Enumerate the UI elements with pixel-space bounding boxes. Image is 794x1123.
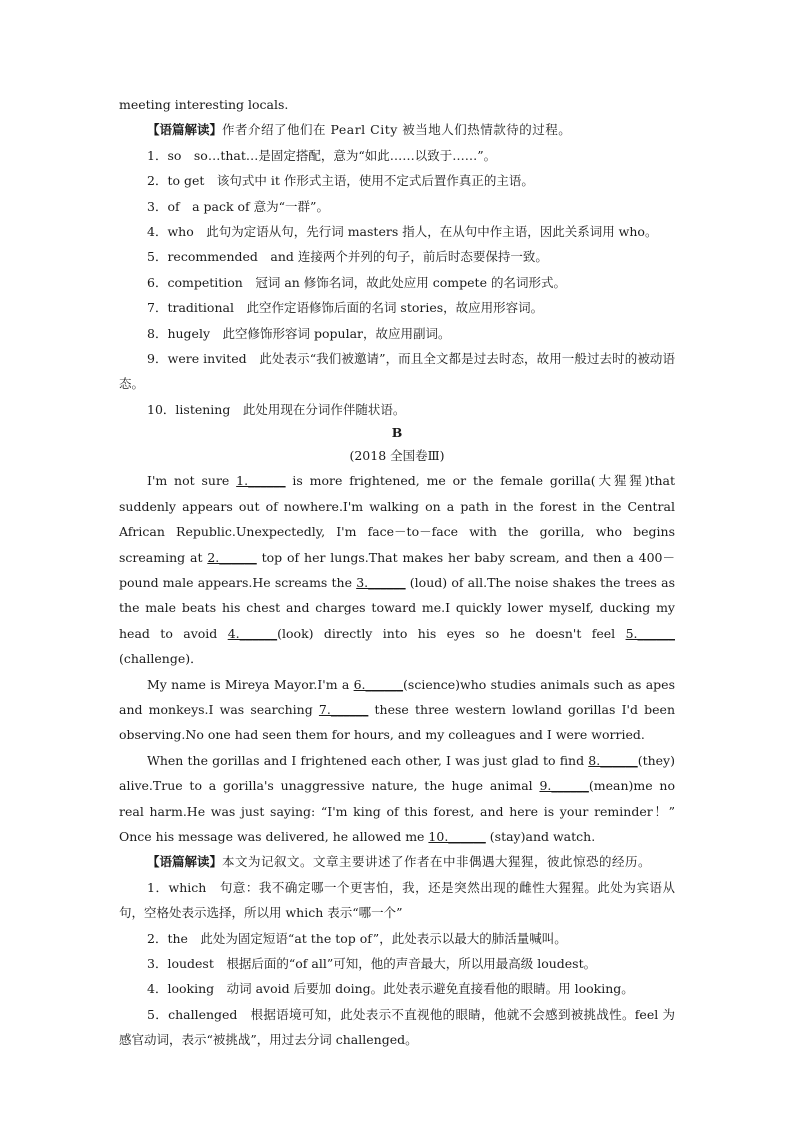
passage-paragraph-1: I'm not sure 1.______ is more frightened, me or the female gorilla(大猩猩)that suddenly appears out of nowhere.I'm walking on a path in the forest in the Central African Republic.Unexpectedly, I'm face－to－face with the gorilla, who begins screaming at 2.______ top of her lungs.That makes her baby scream, and then a 400－pound male appears.He screams the 3.______ (loud) of all.The noise shakes the trees as the male beats his chest and charges toward me.I quickly lower myself, ducking my head to avoid 4.______(look) directly into his eyes so he doesn't feel 5.______ (challenge)．	[119, 473, 675, 667]
blank-4[interactable]: 4.______	[227, 625, 278, 641]
document-page	[119, 92, 675, 1053]
answer-item: 3．loudest 根据后面的“of all”可知，他的声音最大，所以用最高级 loudest。	[147, 956, 597, 971]
blank-6[interactable]: 6.______	[353, 676, 404, 692]
section-letter: B	[391, 425, 403, 441]
answer-item: 7．traditional 此空作定语修饰后面的名词 stories，故应用形容词。	[147, 300, 544, 316]
answer-item: 9．were invited 此处表示“我们被邀请”，而且全文都是过去时态，故用一般过去时的被动语态。	[119, 351, 675, 392]
blank-2[interactable]: 2.______	[207, 549, 257, 565]
passage-paragraph-2: My name is Mireya Mayor.I'm a 6.______(science)who studies animals such as apes and monkeys.I was searching 7.______ these three western lowland gorillas I'd been observing.No one had seen them for hours, and my colleagues and I were worried.	[119, 676, 675, 743]
blank-5[interactable]: 5.______	[625, 625, 675, 641]
answer-item: 2．the 此处为固定短语“at the top of”，此处表示以最大的肺活量喊叫。	[147, 930, 567, 946]
continued-line: meeting interesting locals.	[119, 97, 289, 112]
answer-item: 3．of a pack of 意为“一群”。	[147, 198, 329, 214]
analysis-a	[119, 117, 675, 142]
analysis-text: 本文为记叙文。文章主要讲述了作者在中非偶遇大猩猩，彼此惊恐的经历。	[222, 854, 652, 870]
blank-1[interactable]: 1.______	[236, 473, 286, 489]
section-source: (2018 全国卷Ⅲ)	[349, 448, 445, 464]
answer-item: 1．which 句意：我不确定哪一个更害怕，我，还是突然出现的雌性大猩猩。此处为宾语从句，空格处表示选择，所以用 which 表示“哪一个”	[119, 879, 675, 921]
blank-7[interactable]: 7.______	[318, 701, 369, 717]
answer-item: 8．hugely 此空修饰形容词 popular，故应用副词。	[147, 325, 451, 341]
answer-item: 5．recommended and 连接两个并列的句子，前后时态要保持一致。	[147, 249, 548, 265]
answer-item: 4．looking 动词 avoid 后要加 doing。此处表示避免直接看他的眼睛。用 looking。	[147, 981, 634, 997]
answer-item: 4．who 此句为定语从句，先行词 masters 指人，在从句中作主语，因此关系词用 who。	[147, 224, 658, 240]
blank-3[interactable]: 3.______	[356, 574, 406, 590]
blank-10[interactable]: 10.______	[428, 828, 486, 844]
answer-item: 5．challenged 根据语境可知，此处表示不直视他的眼睛，他就不会感到被挑战性。feel 为感官动词，表示“被挑战”，用过去分词 challenged。	[119, 1006, 675, 1048]
analysis-label: 【语篇解读】	[147, 122, 223, 138]
analysis-text: 作者介绍了他们在 Pearl City 被当地人们热情款待的过程。	[222, 122, 572, 138]
passage-paragraph-3: When the gorillas and I frightened each other, I was just glad to find 8.______(they) alive.True to a gorilla's unaggressive nature, the huge animal 9.______(mean)me no real harm.He was just saying: “I'm king of this forest, and here is your reminder！” Once his message was delivered, he allowed me 10.______ (stay)and watch.	[119, 752, 675, 844]
blank-8[interactable]: 8.______	[588, 752, 638, 768]
blank-9[interactable]: 9.______	[539, 778, 589, 794]
answer-item: 2．to get 该句式中 it 作形式主语，使用不定式后置作真正的主语。	[147, 173, 534, 189]
analysis-b	[119, 849, 675, 874]
answer-item: 6．competition 冠词 an 修饰名词，故此处应用 compete 的名词形式。	[147, 274, 566, 290]
analysis-label: 【语篇解读】	[147, 854, 223, 870]
answer-item: 1．so so…that…是固定搭配，意为“如此……以致于……”。	[147, 147, 497, 163]
answer-item: 10．listening 此处用现在分词作伴随状语。	[147, 401, 406, 417]
